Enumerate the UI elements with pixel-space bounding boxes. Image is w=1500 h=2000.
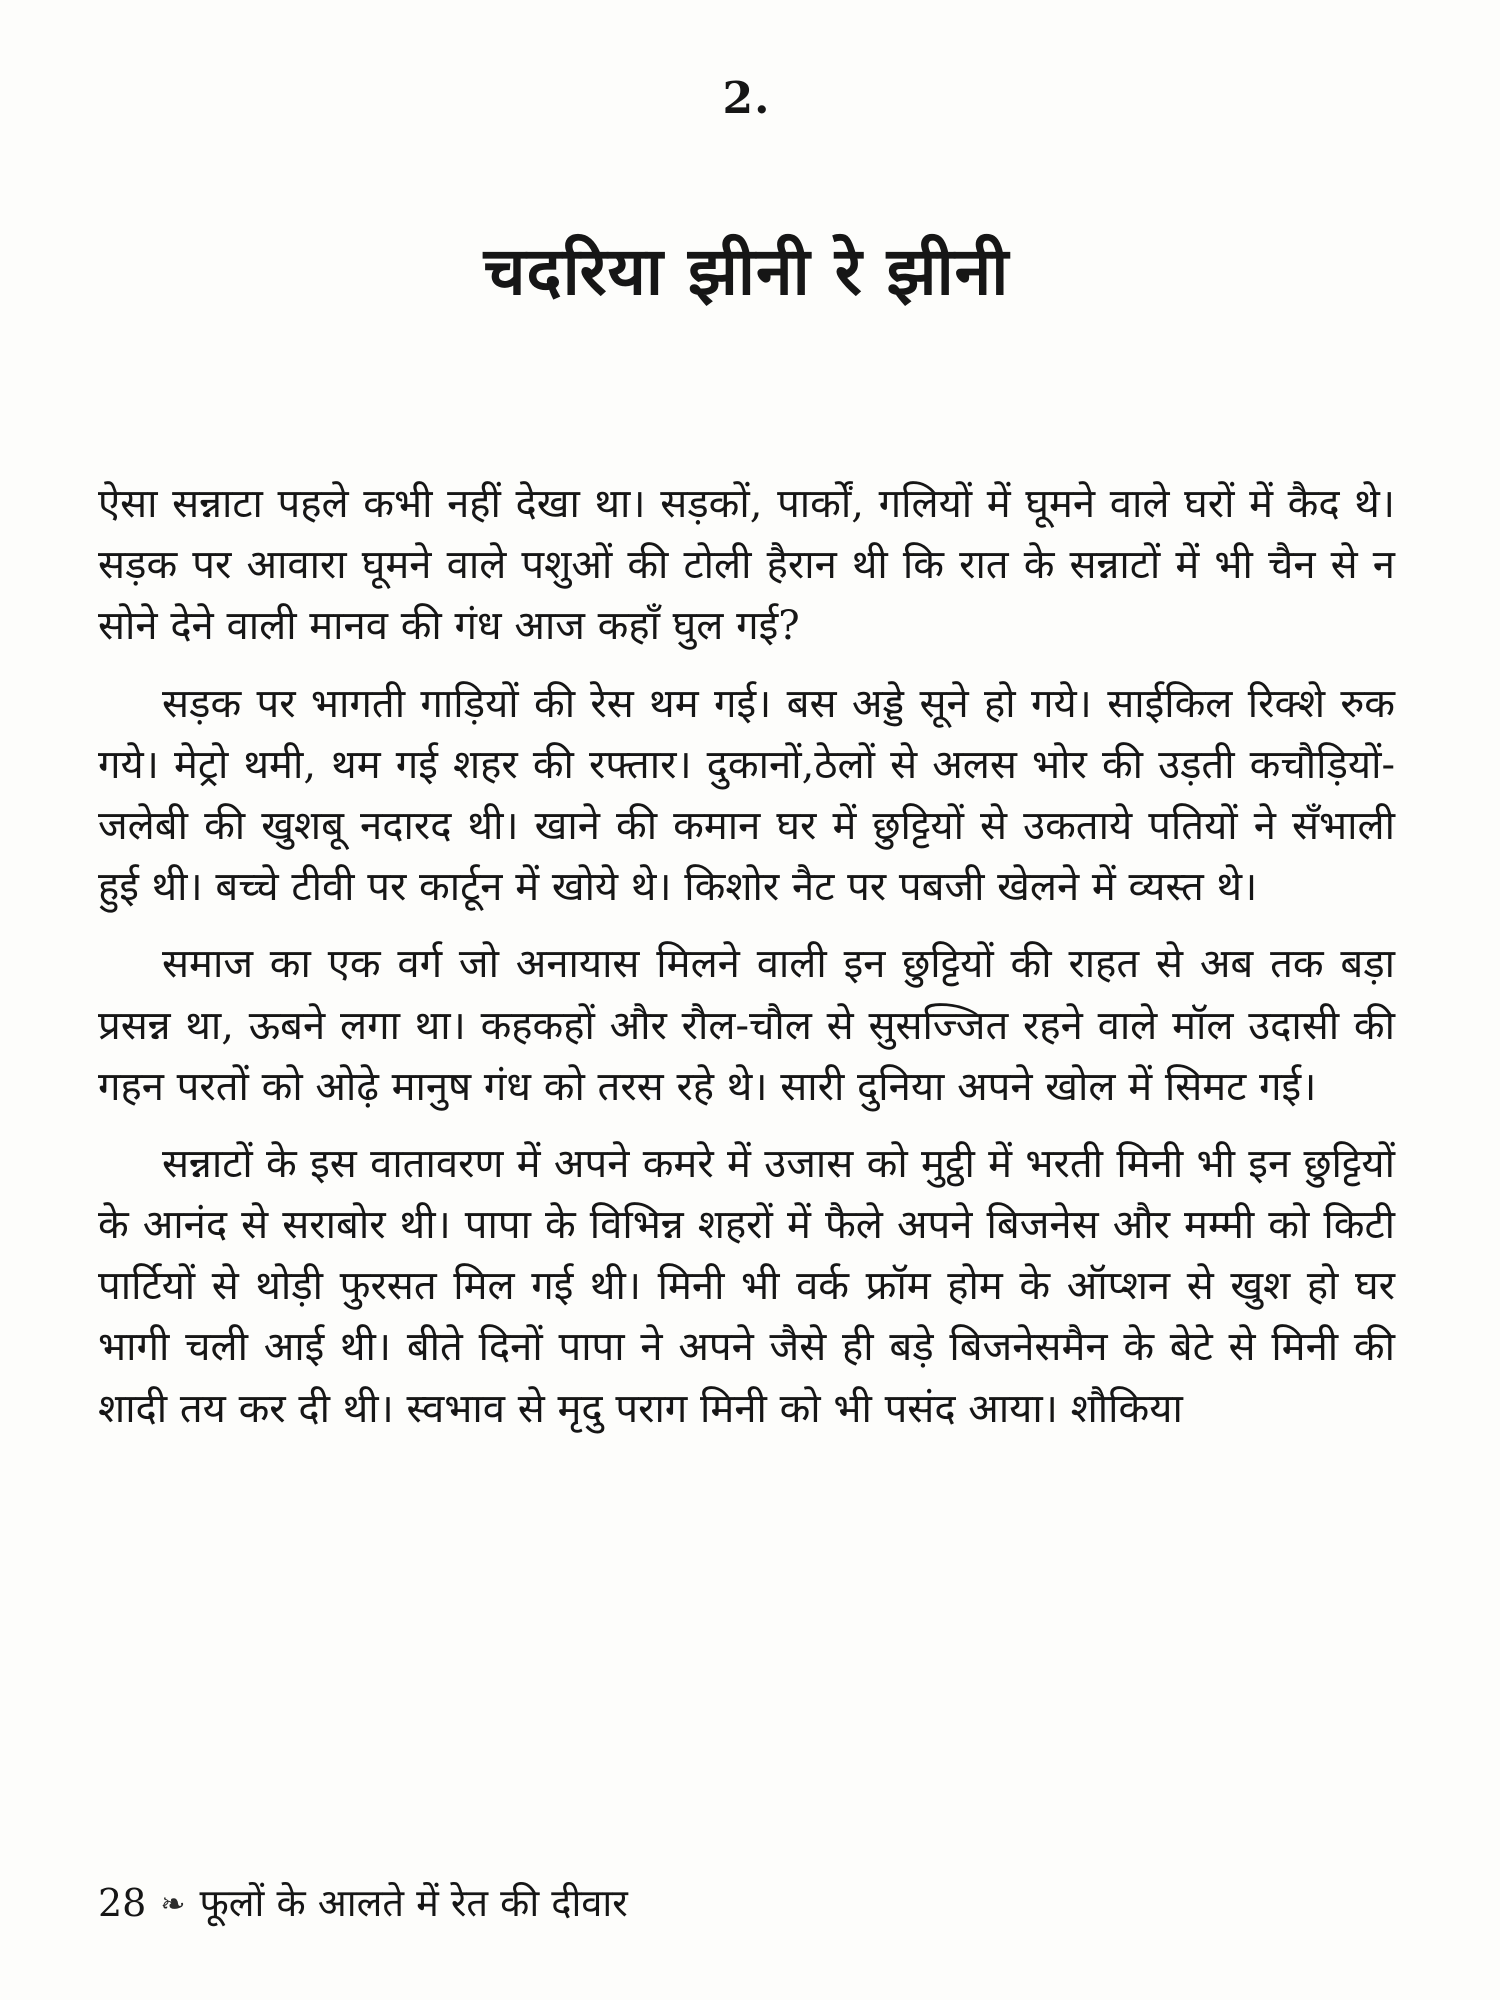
paragraph: सन्नाटों के इस वातावरण में अपने कमरे में उजास को मुट्ठी में भरती मिनी भी इन छुट्टियों के आनंद से सराबोर थी। पापा के विभिन्न शहरों में फैले अपने बिजनेस और मम्मी को किटी पार्टियों से थोड़ी फुरसत मिल गई थी। मिनी भी वर्क फ्रॉम होम के ऑप्शन से खुश हो घर भागी चली आई थी। बीते दिनों पापा ने अपने जैसे ही बड़े बिजनेसमैन के बेटे से मिनी की शादी तय कर दी थी। स्वभाव से मृदु पराग मिनी को भी पसंद आया। शौकिया: [98, 1140, 1395, 1432]
paragraph: सड़क पर भागती गाड़ियों की रेस थम गई। बस अड्डे सूने हो गये। साईकिल रिक्शे रुक गये। मेट्रो थमी, थम गई शहर की रफ्तार। दुकानों,ठेलों से अलस भोर की उड़ती कचौड़ियों-जलेबी की खुशबू नदारद थी। खाने की कमान घर में छुट्टियों से उकताये पतियों ने सँभाली हुई थी। बच्चे टीवी पर कार्टून में खोये थे। किशोर नैट पर पबजी खेलने में व्यस्त थे।: [98, 680, 1395, 911]
fleuron-icon: ❧: [160, 1887, 186, 1922]
body-text: [98, 474, 1395, 1440]
chapter-number: 2.: [722, 73, 771, 124]
book-title: फूलों के आलते में रेत की दीवार: [199, 1881, 628, 1925]
chapter-title: चदरिया झीनी रे झीनी: [483, 232, 1010, 310]
paragraph: ऐसा सन्नाटा पहले कभी नहीं देखा था। सड़कों, पार्कों, गलियों में घूमने वाले घरों में कैद थे। सड़क पर आवारा घूमने वाले पशुओं की टोली हैरान थी कि रात के सन्नाटों में भी चैन से न सोने देने वाली मानव की गंध आज कहाँ घुल गई?: [98, 481, 1395, 650]
paragraph: समाज का एक वर्ग जो अनायास मिलने वाली इन छुट्टियों की राहत से अब तक बड़ा प्रसन्न था, ऊबने लगा था। कहकहों और रौल-चौल से सुसज्जित रहने वाले मॉल उदासी की गहन परतों को ओढ़े मानुष गंध को तरस रहे थे। सारी दुनिया अपने खोल में सिमट गई।: [98, 941, 1395, 1110]
page-number: 28: [98, 1881, 147, 1925]
page-footer: [98, 1876, 628, 1928]
